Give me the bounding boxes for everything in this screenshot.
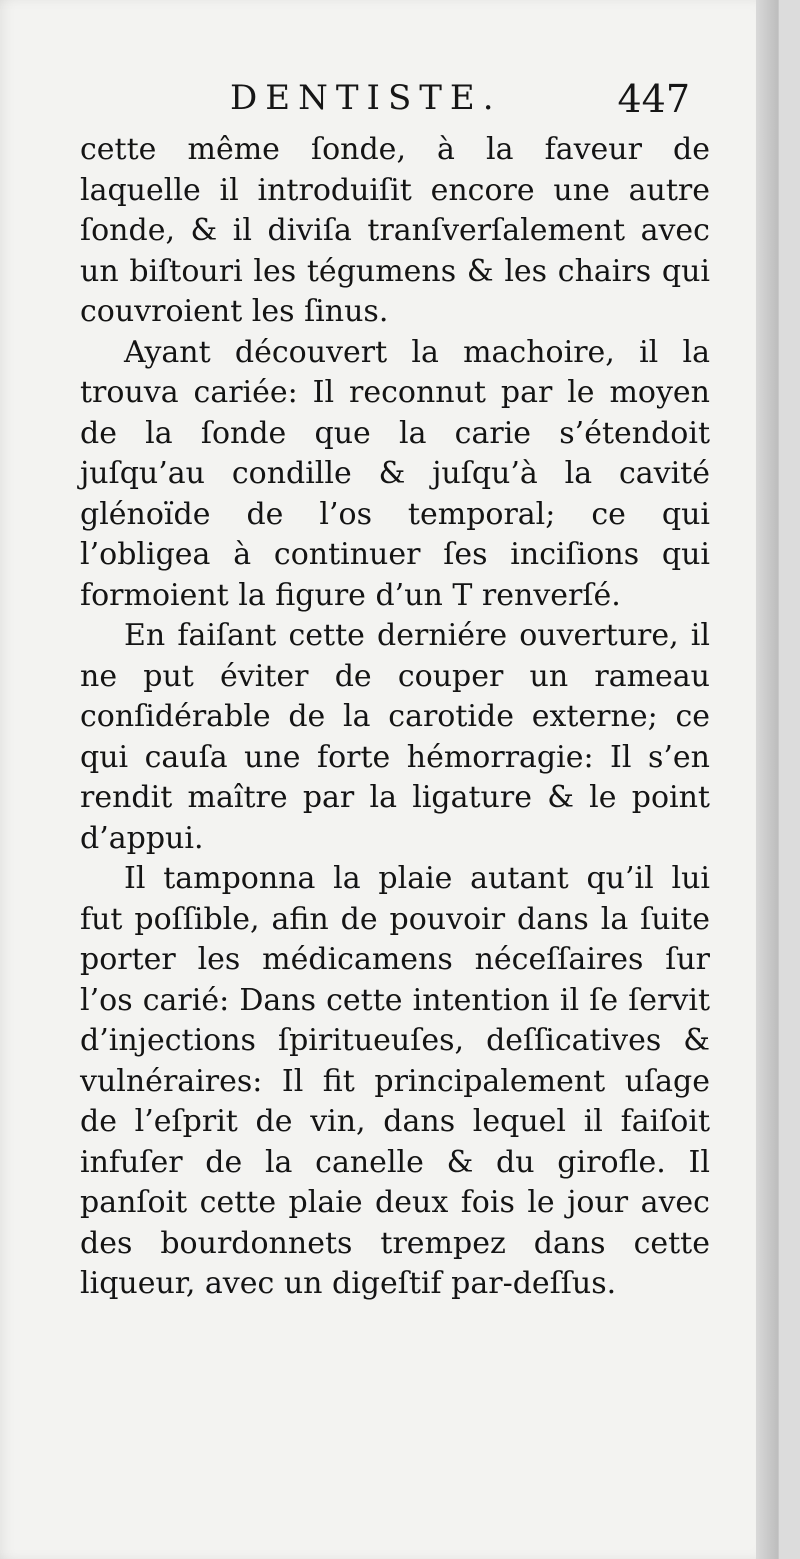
- body-text: [80, 130, 710, 1305]
- running-head: DENTISTE.: [230, 78, 502, 118]
- page-number: 447: [617, 77, 690, 121]
- paragraph-1: cette même ſonde, à la faveur de laquelle il introduiſit encore une autre ſonde, & il diviſa tranſverſalement avec un biſtouri les tégumens & les chairs qui couvroient les ſinus.: [80, 132, 710, 329]
- page-edge: [756, 0, 778, 1559]
- paragraph-2: Ayant découvert la machoire, il la trouva cariée: Il reconnut par le moyen de la ſonde que la carie s’étendoit juſqu’au condille & juſqu’à la cavité glénoïde de l’os temporal; ce qui l’obligea à continuer ſes inciſions qui formoient la figure d’un T renverſé.: [80, 334, 710, 613]
- page-header: [230, 78, 690, 128]
- paragraph-3: En faiſant cette derniére ouverture, il ne put éviter de couper un rameau conſidérable de la carotide externe; ce qui cauſa une forte hémorragie: Il s’en rendit maître par la ligature & le point d’appui.: [80, 618, 710, 856]
- paragraph-4: Il tamponna la plaie autant qu’il lui fut poſſible, afin de pouvoir dans la ſuite porter les médicamens néceſſaires ſur l’os carié: Dans cette intention il ſe ſervit d’injections ſpiritueuſes, deſſicatives & vulnéraires: Il fit principalement uſage de l’eſprit de vin, dans lequel il faiſoit infuſer de la canelle & du girofle. Il panſoit cette plaie deux fois le jour avec des bourdonnets trempez dans cette liqueur, avec un digeſtif par-deſſus.: [80, 861, 710, 1301]
